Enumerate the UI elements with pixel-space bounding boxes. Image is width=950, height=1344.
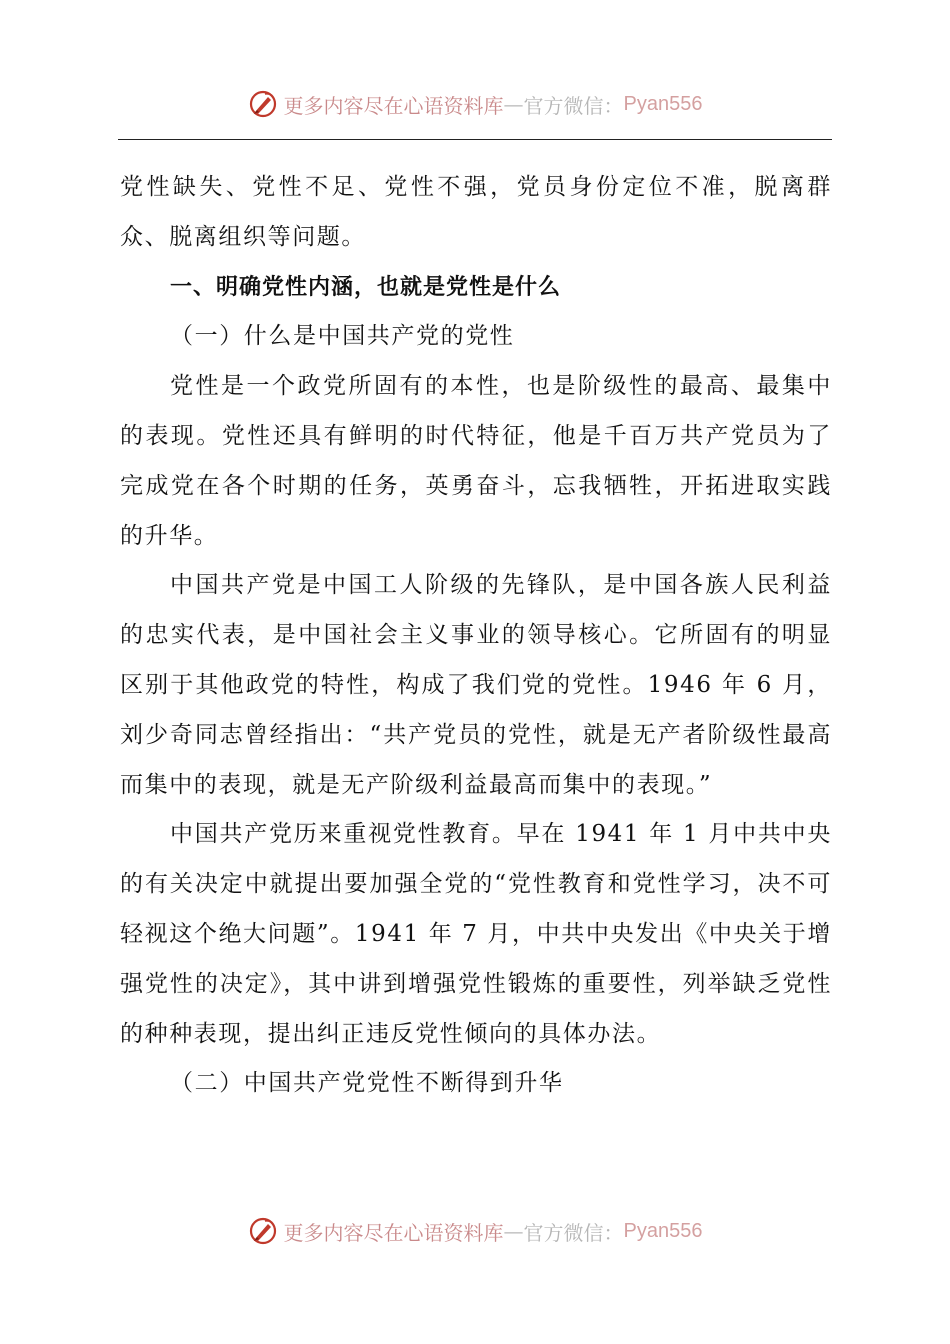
pen-logo-icon	[248, 89, 278, 119]
header-banner-title: 更多内容尽在心语资料库	[283, 93, 504, 118]
header-banner-wechat-id: Pyan556	[623, 92, 703, 115]
paragraph-education: 中国共产党历来重视党性教育。早在 1941 年 1 月中共中央的有关决定中就提出要加强全党的“党性教育和党性学习，决不可轻视这个绝大问题”。1941 年 7 月，中共中央发出《中央关于增强党性的决定》，其中讲到增强党性锻炼的重要性，列举缺乏党性的种种表现，提出纠正违反党性倾向的具体办法。	[120, 821, 832, 1047]
subsection-heading-2: （二）中国共产党党性不断得到升华	[170, 1070, 564, 1097]
footer-banner-separator: —	[503, 1219, 524, 1243]
header-banner	[0, 84, 950, 124]
footer-banner-title: 更多内容尽在心语资料库	[283, 1220, 504, 1245]
footer-banner-wechat-label: 官方微信：	[523, 1220, 624, 1245]
paragraph-continuation: 党性缺失、党性不足、党性不强，党员身份定位不准，脱离群众、脱离组织等问题。	[120, 174, 832, 250]
header-banner-separator: —	[503, 92, 524, 116]
paragraph-party-nature: 党性是一个政党所固有的本性，也是阶级性的最高、最集中的表现。党性还具有鲜明的时代特征，他是千百万共产党员为了完成党在各个时期的任务，英勇奋斗，忘我牺牲，开拓进取实践的升华。	[120, 373, 832, 549]
header-divider	[118, 139, 832, 140]
footer-banner	[0, 1211, 950, 1251]
subsection-heading-1: （一）什么是中国共产党的党性	[170, 323, 515, 350]
section-heading: 一、明确党性内涵，也就是党性是什么	[170, 274, 562, 300]
footer-banner-wechat-id: Pyan556	[623, 1219, 703, 1242]
header-banner-wechat-label: 官方微信：	[523, 93, 624, 118]
paragraph-vanguard: 中国共产党是中国工人阶级的先锋队，是中国各族人民利益的忠实代表，是中国社会主义事业的领导核心。它所固有的明显区别于其他政党的特性，构成了我们党的党性。1946 年 6 月，刘少奇同志曾经指出：“共产党员的党性，就是无产者阶级性最高而集中的表现，就是无产阶级利益最高而集中的表现。”	[120, 572, 832, 798]
pen-logo-icon	[248, 1216, 278, 1246]
document-body	[120, 163, 832, 1109]
